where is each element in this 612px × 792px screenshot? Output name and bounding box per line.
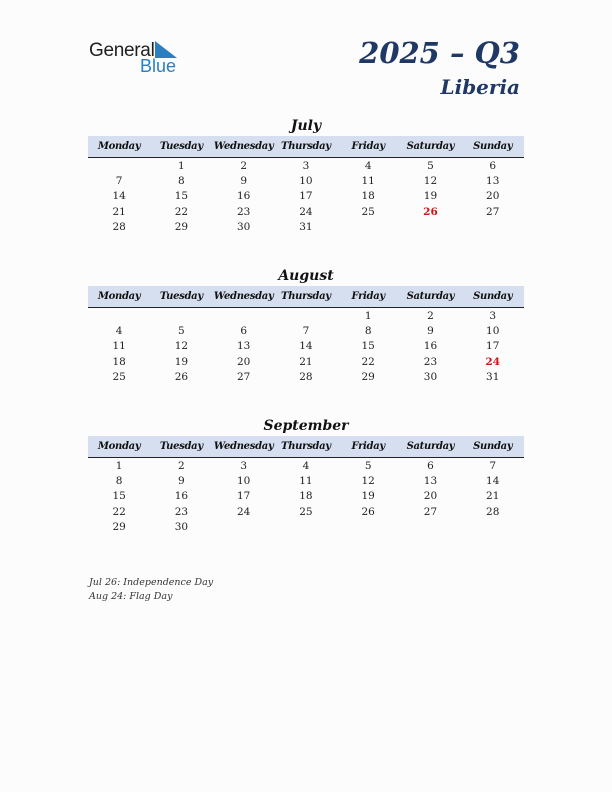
date-cell: 10 <box>486 325 500 338</box>
date-cell: 6 <box>240 325 247 338</box>
generalblue-logo <box>89 40 199 76</box>
date-cell: 18 <box>299 490 313 503</box>
calendar-weeks <box>88 458 524 535</box>
logo-word-general: General <box>89 40 155 61</box>
holiday-note: Aug 24: Flag Day <box>89 591 173 602</box>
weekday-label-tuesday: Tuesday <box>159 141 203 152</box>
date-cell: 16 <box>236 190 251 203</box>
date-cell: 25 <box>299 505 313 518</box>
date-cell: 22 <box>112 505 126 518</box>
date-cell: 19 <box>361 490 375 503</box>
date-cell <box>337 520 399 535</box>
date-cell: 30 <box>174 520 189 533</box>
date-cell: 28 <box>486 505 500 518</box>
weekday-label-wednesday: Wednesday <box>213 141 274 152</box>
date-cell: 25 <box>112 370 126 383</box>
week-row <box>88 520 524 535</box>
date-cell: 14 <box>112 190 126 203</box>
week-row <box>88 309 524 324</box>
date-cell: 3 <box>489 310 497 322</box>
date-cell: 6 <box>427 460 434 472</box>
date-cell: 10 <box>299 175 313 188</box>
date-cell: 13 <box>236 340 251 353</box>
country-name: Liberia <box>440 75 520 99</box>
date-cell: 4 <box>302 460 310 472</box>
date-cell: 17 <box>236 490 251 503</box>
month-calendar-august <box>88 266 524 385</box>
date-cell: 30 <box>236 220 251 233</box>
weekday-label-sunday: Sunday <box>473 441 513 452</box>
date-cell: 18 <box>361 190 375 203</box>
date-cell <box>213 309 275 324</box>
date-cell: 5 <box>427 160 434 172</box>
date-cell: 8 <box>178 175 185 188</box>
date-cell: 14 <box>299 340 313 353</box>
week-row <box>88 205 524 220</box>
date-cell: 22 <box>174 205 189 218</box>
date-cell: 22 <box>361 355 375 368</box>
date-cell: 17 <box>299 190 313 203</box>
date-cell: 15 <box>174 190 189 203</box>
date-cell: 21 <box>112 205 126 218</box>
date-cell: 7 <box>489 460 497 472</box>
page-title: 2025 – Q3 <box>359 36 520 70</box>
calendar-weeks <box>88 158 524 235</box>
week-row <box>88 220 524 235</box>
date-cell: 20 <box>486 190 500 203</box>
date-cell <box>213 520 275 535</box>
weekday-header <box>88 286 524 308</box>
date-cell: 12 <box>423 175 438 188</box>
weekday-label-thursday: Thursday <box>281 441 331 452</box>
weekday-label-monday: Monday <box>97 441 141 452</box>
weekday-label-friday: Friday <box>351 441 385 452</box>
date-cell: 15 <box>361 340 375 353</box>
month-calendar-september <box>88 416 524 535</box>
date-cell: 24 <box>299 205 313 218</box>
month-name: July <box>290 118 322 134</box>
date-cell: 13 <box>486 175 500 188</box>
date-cell: 1 <box>364 310 372 322</box>
date-cell: 2 <box>178 460 185 472</box>
date-cell: 6 <box>489 160 497 172</box>
weekday-label-saturday: Saturday <box>406 291 455 302</box>
month-calendar-july <box>88 116 524 235</box>
date-cell: 8 <box>364 325 372 338</box>
date-cell: 27 <box>423 505 438 518</box>
date-cell <box>275 520 337 535</box>
date-cell: 19 <box>423 190 438 203</box>
date-cell <box>399 220 461 235</box>
week-row <box>88 370 524 385</box>
date-cell: 9 <box>240 175 247 188</box>
weekday-header <box>88 436 524 458</box>
date-cell <box>88 159 150 174</box>
date-cell: 11 <box>299 475 313 488</box>
date-cell: 18 <box>112 355 126 368</box>
weekday-label-thursday: Thursday <box>281 141 331 152</box>
date-cell: 28 <box>299 370 313 383</box>
month-name: August <box>278 268 334 284</box>
date-cell: 23 <box>423 355 438 368</box>
date-cell: 27 <box>486 205 500 218</box>
calendar-weeks <box>88 308 524 385</box>
date-cell: 3 <box>302 160 310 172</box>
date-cell: 31 <box>299 220 313 233</box>
date-cell: 5 <box>178 325 185 338</box>
date-cell <box>88 309 150 324</box>
date-cell: 29 <box>174 220 189 233</box>
date-cell: 30 <box>423 370 438 383</box>
date-cell: 28 <box>112 220 126 233</box>
date-cell <box>462 520 524 535</box>
week-row <box>88 339 524 354</box>
date-cell: 11 <box>112 340 126 353</box>
date-cell: 26 <box>174 370 189 383</box>
date-cell: 1 <box>115 460 123 472</box>
date-cell: 23 <box>236 205 251 218</box>
date-cell: 20 <box>423 490 438 503</box>
weekday-label-saturday: Saturday <box>406 441 455 452</box>
date-cell: 2 <box>427 310 434 322</box>
week-row <box>88 505 524 520</box>
weekday-label-tuesday: Tuesday <box>159 291 203 302</box>
week-row <box>88 355 524 370</box>
date-cell: 29 <box>112 520 126 533</box>
date-cell: 3 <box>240 460 247 472</box>
date-cell: 29 <box>361 370 375 383</box>
date-cell: 16 <box>423 340 438 353</box>
week-row <box>88 474 524 489</box>
week-row <box>88 189 524 204</box>
holiday-date-cell: 26 <box>423 205 438 218</box>
date-cell: 13 <box>423 475 438 488</box>
holiday-note: Jul 26: Independence Day <box>89 577 214 588</box>
week-row <box>88 174 524 189</box>
date-cell: 4 <box>115 325 123 338</box>
date-cell: 24 <box>236 505 251 518</box>
holiday-date-cell: 24 <box>485 355 501 368</box>
weekday-label-wednesday: Wednesday <box>213 441 274 452</box>
date-cell: 10 <box>236 475 251 488</box>
date-cell: 27 <box>236 370 251 383</box>
week-row <box>88 324 524 339</box>
date-cell: 17 <box>486 340 500 353</box>
week-row <box>88 159 524 174</box>
weekday-label-sunday: Sunday <box>473 141 513 152</box>
weekday-label-sunday: Sunday <box>473 291 513 302</box>
date-cell: 21 <box>486 490 500 503</box>
date-cell <box>150 309 212 324</box>
date-cell: 4 <box>364 160 372 172</box>
date-cell: 15 <box>112 490 126 503</box>
date-cell: 23 <box>174 505 189 518</box>
date-cell <box>337 220 399 235</box>
holiday-notes <box>89 576 213 604</box>
weekday-label-saturday: Saturday <box>406 141 455 152</box>
week-row <box>88 459 524 474</box>
week-row <box>88 489 524 504</box>
date-cell: 5 <box>364 460 372 472</box>
date-cell: 7 <box>115 175 123 188</box>
weekday-label-friday: Friday <box>351 291 385 302</box>
month-name: September <box>263 418 349 434</box>
date-cell: 2 <box>240 160 247 172</box>
weekday-label-thursday: Thursday <box>281 291 331 302</box>
date-cell: 11 <box>361 175 375 188</box>
date-cell: 7 <box>302 325 310 338</box>
date-cell <box>275 309 337 324</box>
weekday-label-monday: Monday <box>97 291 141 302</box>
date-cell <box>399 520 461 535</box>
weekday-label-monday: Monday <box>97 141 141 152</box>
date-cell: 25 <box>361 205 375 218</box>
date-cell <box>462 220 524 235</box>
date-cell: 8 <box>115 475 123 488</box>
date-cell: 20 <box>236 355 251 368</box>
date-cell: 12 <box>361 475 375 488</box>
date-cell: 14 <box>486 475 500 488</box>
weekday-label-tuesday: Tuesday <box>159 441 203 452</box>
weekday-header <box>88 136 524 158</box>
date-cell: 16 <box>174 490 189 503</box>
date-cell: 9 <box>178 475 185 488</box>
date-cell: 31 <box>486 370 500 383</box>
date-cell: 19 <box>174 355 189 368</box>
logo-word-blue: Blue <box>140 56 177 76</box>
weekday-label-wednesday: Wednesday <box>213 291 274 302</box>
date-cell: 26 <box>361 505 375 518</box>
weekday-label-friday: Friday <box>351 141 385 152</box>
date-cell: 21 <box>299 355 313 368</box>
date-cell: 1 <box>178 160 185 172</box>
date-cell: 9 <box>427 325 434 338</box>
date-cell: 12 <box>174 340 189 353</box>
